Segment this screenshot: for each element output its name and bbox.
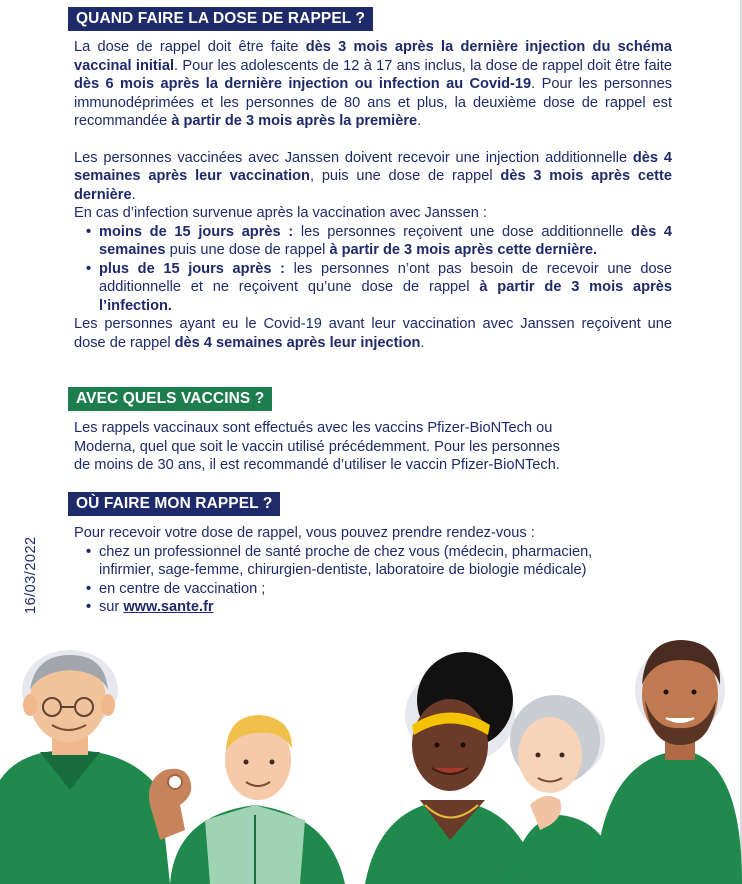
section-where-body — [74, 524, 694, 617]
document-date: 16/03/2022 — [23, 536, 39, 614]
bullet-more-15-days — [74, 260, 672, 316]
bold-text-segment: dès 4 semaines — [99, 223, 673, 258]
where-item-website — [74, 598, 694, 617]
bold-text-segment: dès 3 mois après cette dernière — [74, 168, 672, 203]
bold-text-segment: dès 4 semaines après leur injection — [174, 334, 421, 351]
vaccines-line-2: Moderna, quel que soit le vaccin utilisé précédemment. Pour les personnes — [74, 438, 560, 455]
text-segment: . — [420, 334, 425, 351]
bullet-less-15-days — [74, 223, 672, 260]
text-segment: . Pour les personnes immunodéprimées et les personnes de 80 ans et plus, la deuxième dose de rappel est recommandée — [74, 76, 672, 129]
bold-text-segment: dès 3 mois après la dernière injection du schéma vaccinal initial — [74, 39, 672, 74]
text-segment: . — [417, 113, 422, 129]
bold-text-segment: à partir de 3 mois après l’infection. — [99, 279, 672, 314]
text-segment: . — [131, 186, 136, 203]
where-item-website-prefix: sur — [99, 599, 124, 615]
text-segment: puis une dose de rappel — [165, 242, 330, 258]
section-when-body — [74, 38, 672, 352]
text-segment: . Pour les adolescents de 12 à 17 ans inclus, la dose de rappel doit être faite — [174, 57, 672, 74]
vaccines-line-3: de moins de 30 ans, il est recommandé d’utiliser le vaccin Pfizer-BioNTech. — [74, 457, 560, 473]
bold-text-segment: à partir de 3 mois après la première — [171, 113, 418, 129]
person-bearded-man — [595, 640, 742, 884]
person-woman-afro-headband — [365, 652, 540, 884]
person-young-blond-man — [170, 715, 345, 884]
text-segment: La dose de rappel doit être faite — [74, 39, 306, 55]
people-illustration — [0, 630, 742, 884]
text-segment: Les personnes ayant eu le Covid-19 avant leur vaccination avec Janssen reçoivent une dose de rappel — [74, 316, 672, 351]
section-vaccines-body — [74, 419, 672, 475]
bold-text-segment: à partir de 3 mois après cette dernière. — [329, 242, 598, 258]
where-item-professional-line-1: chez un professionnel de santé proche de chez vous (médecin, pharmacien, — [99, 543, 593, 560]
paragraph-booster-timing — [74, 38, 672, 131]
where-list — [74, 543, 694, 617]
bold-text-segment: dès 4 semaines après leur vaccination — [74, 149, 672, 184]
paragraph-infection-intro: En cas d’infection survenue après la vaccination avec Janssen : — [74, 205, 487, 221]
paragraph-covid-before — [74, 315, 672, 352]
text-segment: les personnes reçoivent une dose additionnelle — [293, 223, 632, 240]
sante-fr-link[interactable]: www.sante.fr — [123, 599, 214, 615]
section-title-vaccines: AVEC QUELS VACCINS ? — [68, 387, 272, 411]
paragraph-janssen — [74, 149, 672, 205]
where-intro: Pour recevoir votre dose de rappel, vous pouvez prendre rendez-vous : — [74, 525, 535, 541]
vaccines-line-1: Les rappels vaccinaux sont effectués avec les vaccins Pfizer-BioNTech ou — [74, 420, 553, 436]
bold-text-segment: plus de 15 jours après : — [99, 260, 285, 277]
where-item-center: • en centre de vaccination ; — [74, 580, 694, 599]
where-item-professional-line-2: infirmier, sage-femme, chirurgien-dentiste, laboratoire de biologie médicale) — [99, 562, 587, 578]
infection-bullet-list — [74, 223, 672, 316]
section-title-where: OÙ FAIRE MON RAPPEL ? — [68, 492, 280, 516]
illustration-shadow — [22, 645, 725, 780]
bold-text-segment: moins de 15 jours après : — [99, 223, 294, 240]
text-segment: les personnes n’ont pas besoin de recevoir une dose additionnelle et ne reçoivent qu’une dose de rappel — [99, 260, 672, 295]
where-item-professional — [74, 543, 694, 580]
text-segment: , puis une dose de rappel — [309, 168, 501, 184]
text-segment: Les personnes vaccinées avec Janssen doivent recevoir une injection additionnelle — [74, 149, 633, 166]
section-title-when: QUAND FAIRE LA DOSE DE RAPPEL ? — [68, 7, 373, 31]
bold-text-segment: dès 6 mois après la dernière injection ou infection au Covid-19 — [74, 76, 532, 92]
